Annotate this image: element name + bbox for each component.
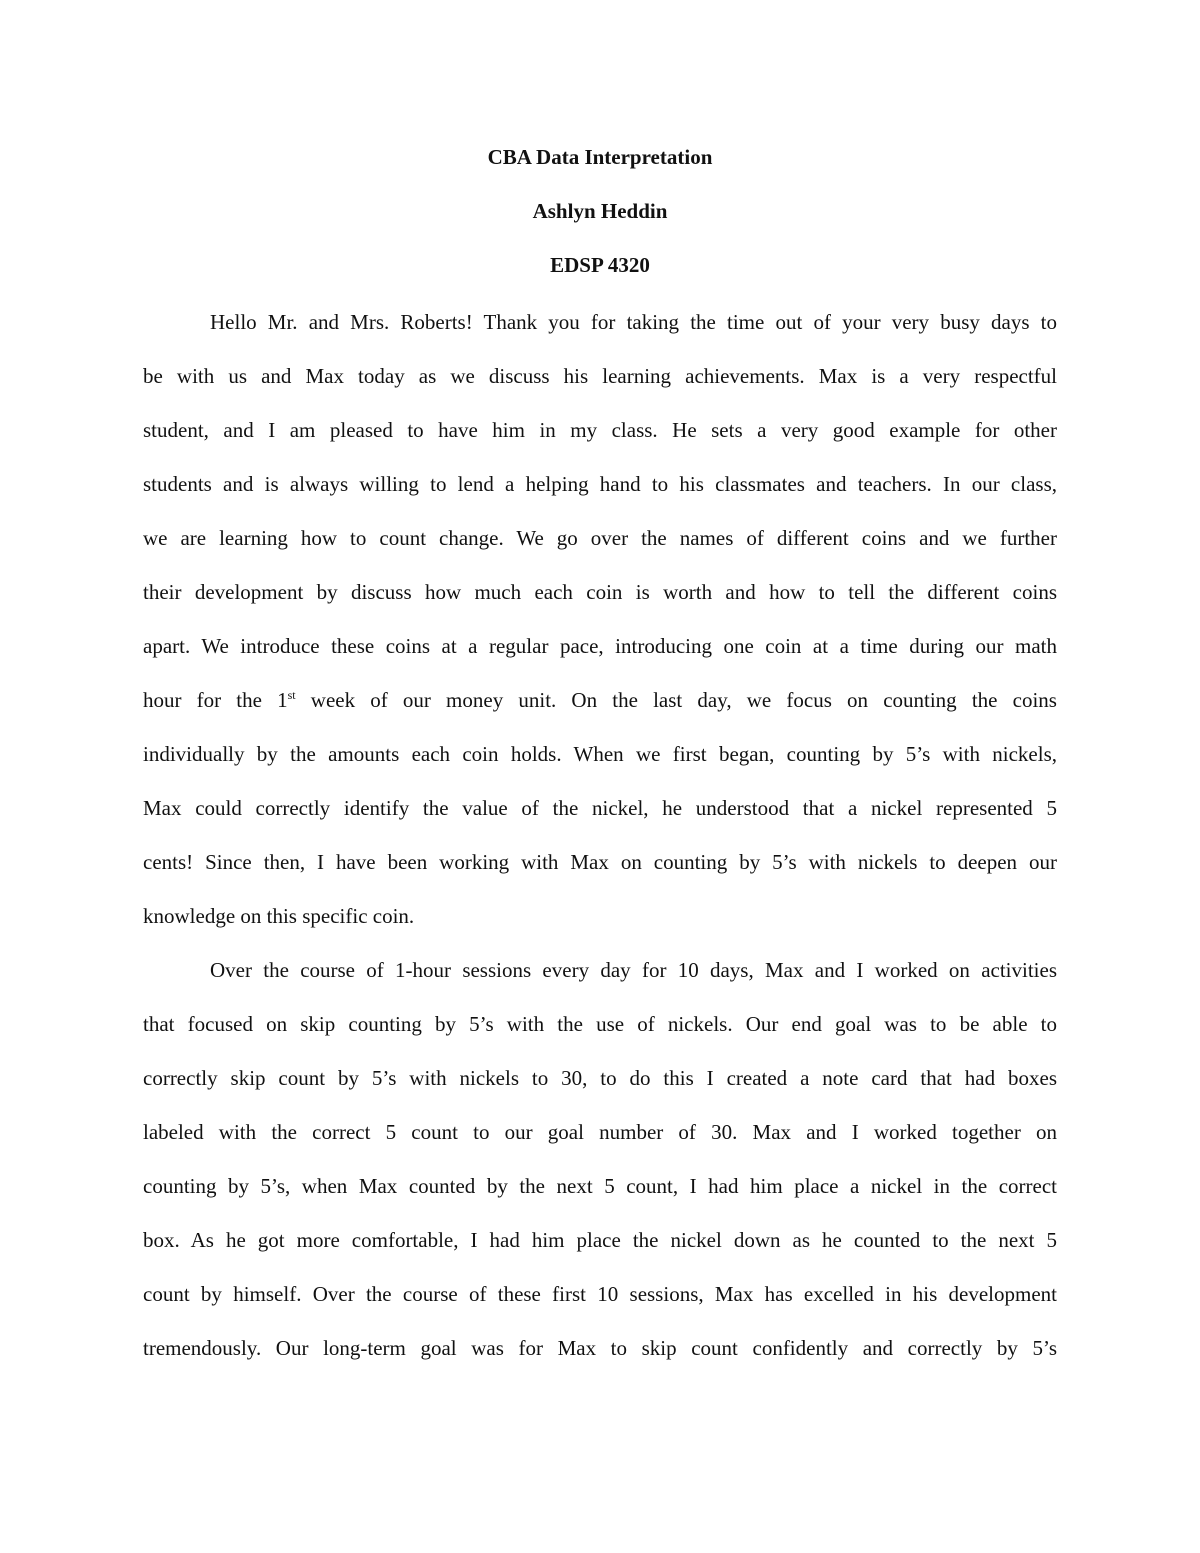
paragraph-1-line: Max could correctly identify the value of the nickel, he understood that a nickel represented 5 [143,796,1057,820]
paragraph-1-line: student, and I am pleased to have him in my class. He sets a very good example for other [143,418,1057,442]
paragraph-1-line: individually by the amounts each coin holds. When we first began, counting by 5’s with nickels, [143,742,1057,766]
paragraph-2-line: that focused on skip counting by 5’s with the use of nickels. Our end goal was to be able to [143,1012,1057,1036]
line-text-before-ordinal: hour for the 1 [143,688,288,712]
paragraph-2-line: Over the course of 1-hour sessions every day for 10 days, Max and I worked on activities [210,958,1057,982]
paragraph-2-line: labeled with the correct 5 count to our goal number of 30. Max and I worked together on [143,1120,1057,1144]
ordinal-suffix: st [287,688,296,702]
line-text-after-ordinal: week of our money unit. On the last day, we focus on counting the coins [295,688,1057,712]
paragraph-1-line: Hello Mr. and Mrs. Roberts! Thank you for taking the time out of your very busy days to [210,310,1057,334]
course-code: EDSP 4320 [550,253,650,277]
paragraph-1-line [143,685,1057,715]
paragraph-2-line: tremendously. Our long-term goal was for Max to skip count confidently and correctly by 5’s [143,1336,1057,1360]
paragraph-1-line: knowledge on this specific coin. [143,904,415,928]
paragraph-2-line: box. As he got more comfortable, I had him place the nickel down as he counted to the next 5 [143,1228,1057,1252]
paragraph-2-line: counting by 5’s, when Max counted by the next 5 count, I had him place a nickel in the correct [143,1174,1057,1198]
paragraph-2-line: correctly skip count by 5’s with nickels to 30, to do this I created a note card that had boxes [143,1066,1057,1090]
paragraph-1-line: be with us and Max today as we discuss his learning achievements. Max is a very respectful [143,364,1057,388]
document-title: CBA Data Interpretation [487,145,713,169]
paragraph-2-line: count by himself. Over the course of these first 10 sessions, Max has excelled in his development [143,1282,1057,1306]
paragraph-1-line: their development by discuss how much each coin is worth and how to tell the different coins [143,580,1057,604]
paragraph-1-line: students and is always willing to lend a helping hand to his classmates and teachers. In our class, [143,472,1057,496]
paragraph-1-line: we are learning how to count change. We go over the names of different coins and we further [143,526,1057,550]
paragraph-1-line: cents! Since then, I have been working with Max on counting by 5’s with nickels to deepen our [143,850,1057,874]
author-name: Ashlyn Heddin [532,199,668,223]
paragraph-1-line: apart. We introduce these coins at a regular pace, introducing one coin at a time during our math [143,634,1057,658]
